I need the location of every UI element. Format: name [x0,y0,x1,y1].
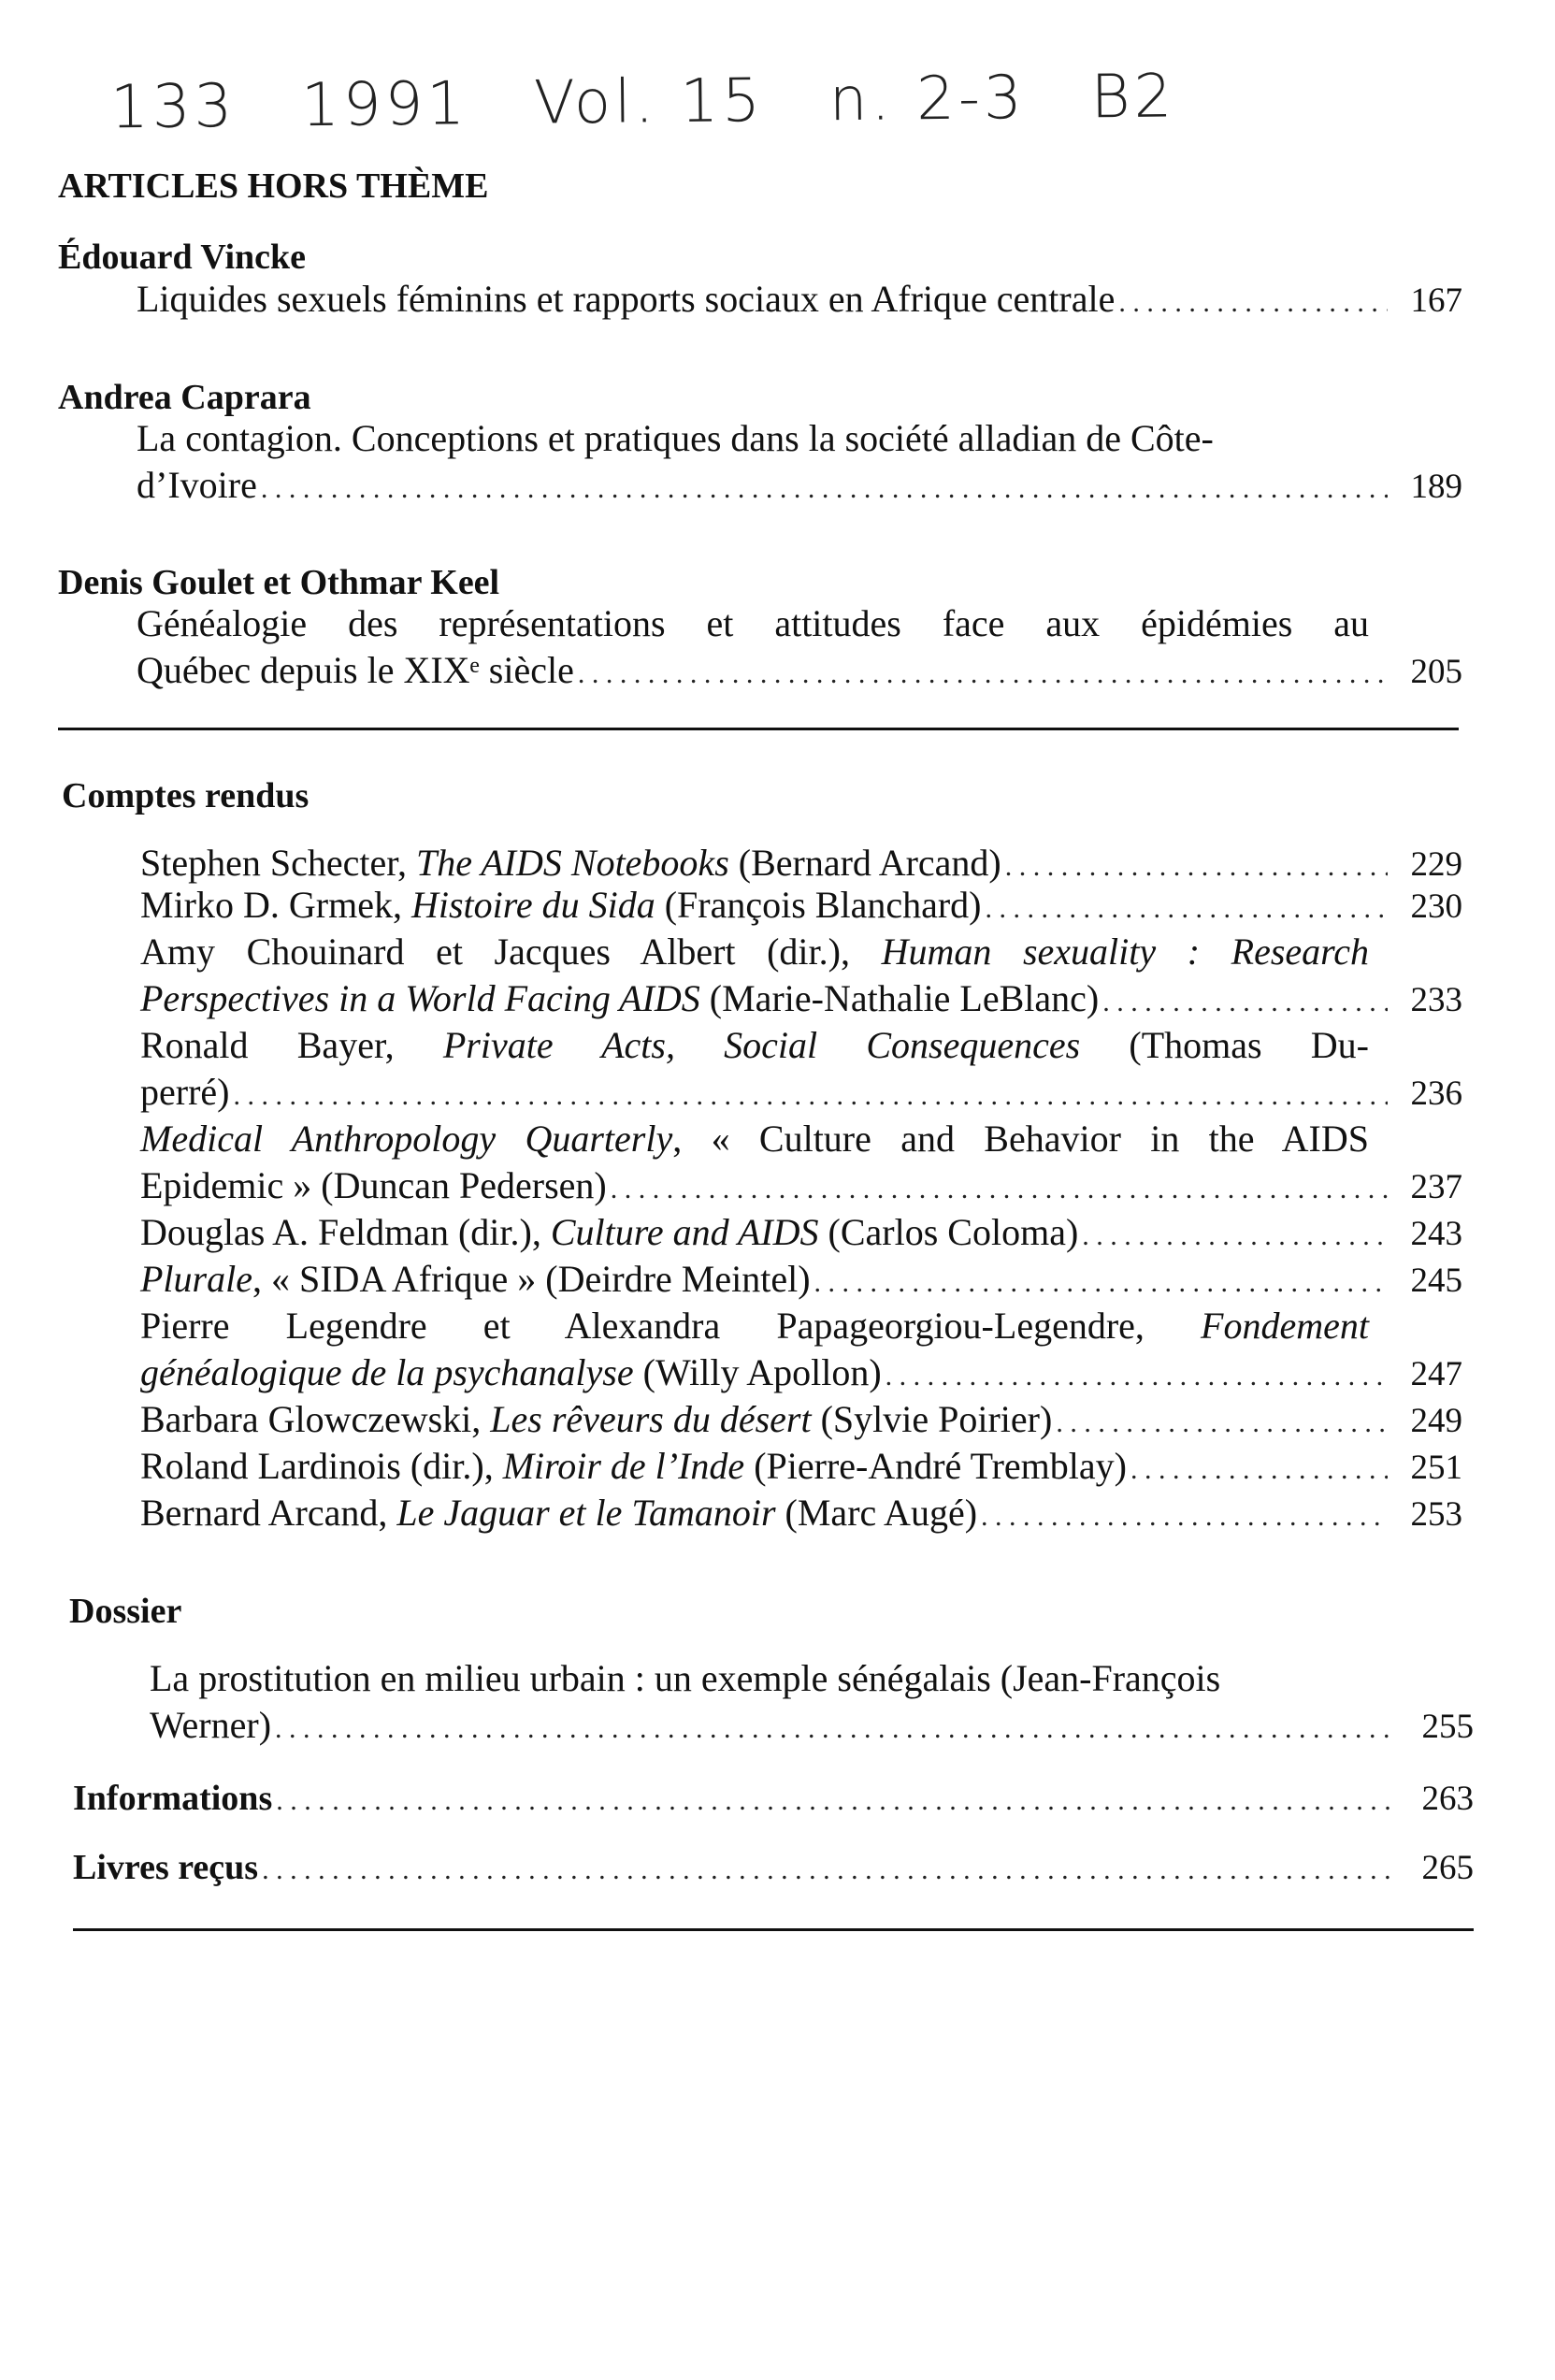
leader-dots [262,1847,1399,1894]
toc-entry [137,647,1462,698]
handwritten-shelf-note [110,62,1242,143]
article-author: Édouard Vincke [58,238,307,277]
section-divider [58,728,1459,730]
note-volume: Vol. 15 [533,66,765,138]
page-number: 230 [1410,887,1462,926]
bottom-divider [73,1928,1474,1931]
toc-entry: Plurale, « SIDA Afrique » (Deirdre Meintel) . . . 245 [140,1256,1462,1306]
leader-dots [1102,979,1388,1026]
review-line1: Amy Chouinard et Jacques Albert (dir.), Human sexuality : Research [140,930,1370,973]
livres-recus-label: Livres reçus [73,1848,259,1887]
page-number: 249 [1410,1402,1462,1440]
dossier-title-line1: La prostitution en milieu urbain : un exemple sénégalais (Jean-François [150,1657,1221,1699]
toc-entry: Epidemic » (Duncan Pedersen) . . . 237 [140,1162,1462,1213]
note-year: 1991 [300,69,469,141]
note-issue: n. 2-3 [828,64,1027,136]
leader-dots [1082,1213,1388,1260]
toc-entry-informations [73,1775,1474,1825]
page-number: 205 [1410,653,1462,691]
page-number: 167 [1410,281,1462,320]
review-line1: Medical Anthropology Quarterly, « Culture and Behavior in the AIDS [140,1118,1370,1160]
dossier-title-line2: Werner) [150,1704,272,1746]
toc-entry: Mirko D. Grmek, Histoire du Sida (François Blanchard) . . . 230 [140,882,1462,932]
note-code: B2 [1090,62,1176,133]
toc-entry: Roland Lardinois (dir.), Miroir de l’Inde (Pierre-André Tremblay) . . . 251 [140,1443,1462,1493]
page-number: 236 [1410,1075,1462,1113]
article-title-line1: Généalogie des représentations et attitudes face aux épidémies au [137,602,1369,644]
articles-heading: ARTICLES HORS THÈME [58,166,489,206]
page-number: 251 [1410,1449,1462,1487]
toc-entry: Barbara Glowczewski, Les rêveurs du désert (Sylvie Poirier) . . . 249 [140,1396,1462,1447]
article-title-line2: Québec depuis le XIXᵉ siècle [137,649,574,691]
page-number: 265 [1421,1849,1474,1887]
note-shelf-number: 133 [109,71,237,143]
leader-dots [611,1166,1388,1213]
page-number: 263 [1421,1780,1474,1818]
informations-label: Informations [73,1779,273,1818]
toc-entry: généalogique de la psychanalyse (Willy Apollon) . . . 247 [140,1349,1462,1400]
leader-dots [275,1706,1399,1753]
toc-entry [137,462,1462,512]
leader-dots [261,466,1388,512]
article-author: Andrea Caprara [58,378,311,417]
page-number: 255 [1421,1708,1474,1746]
toc-entry-livres-recus [73,1844,1474,1894]
toc-entry: Bernard Arcand, Le Jaguar et le Tamanoir (Marc Augé) . . . 253 [140,1490,1462,1540]
leader-dots [986,886,1389,932]
leader-dots [578,651,1388,698]
article-title-line1: La contagion. Conceptions et pratiques dans la société alladian de Côte- [137,417,1214,459]
article-title-line2: d’Ivoire [137,464,257,506]
leader-dots [1056,1400,1388,1447]
leader-dots [885,1353,1388,1400]
toc-entry: Stephen Schecter, The AIDS Notebooks (Bernard Arcand) . . . 229 [140,840,1462,890]
leader-dots [276,1778,1399,1825]
page-number: 247 [1410,1355,1462,1393]
toc-entry: perré) . . . 236 [140,1069,1462,1119]
page-number: 253 [1410,1495,1462,1534]
page-number: 189 [1410,468,1462,506]
dossier-heading: Dossier [69,1592,182,1631]
page-number: 243 [1410,1215,1462,1253]
leader-dots [1118,280,1388,326]
toc-entry: Douglas A. Feldman (dir.), Culture and AIDS (Carlos Coloma) . . . 243 [140,1209,1462,1260]
toc-entry [150,1702,1474,1753]
review-line1: Ronald Bayer, Private Acts, Social Consequences (Thomas Du- [140,1024,1369,1066]
toc-entry: Perspectives in a World Facing AIDS (Marie-Nathalie LeBlanc) . . . 233 [140,975,1462,1026]
page-number: 245 [1410,1262,1462,1300]
page-number: 237 [1410,1168,1462,1206]
leader-dots [1130,1447,1388,1493]
toc-entry [137,276,1462,326]
reviews-heading: Comptes rendus [62,776,310,815]
article-author: Denis Goulet et Othmar Keel [58,563,500,602]
page-number: 229 [1410,845,1462,884]
leader-dots [233,1073,1388,1119]
leader-dots [814,1260,1388,1306]
review-line1: Pierre Legendre et Alexandra Papageorgiou-Legendre, Fondement [140,1305,1369,1347]
article-title: Liquides sexuels féminins et rapports sociaux en Afrique centrale [137,278,1116,320]
leader-dots [981,1493,1388,1540]
page-number: 233 [1410,981,1462,1019]
